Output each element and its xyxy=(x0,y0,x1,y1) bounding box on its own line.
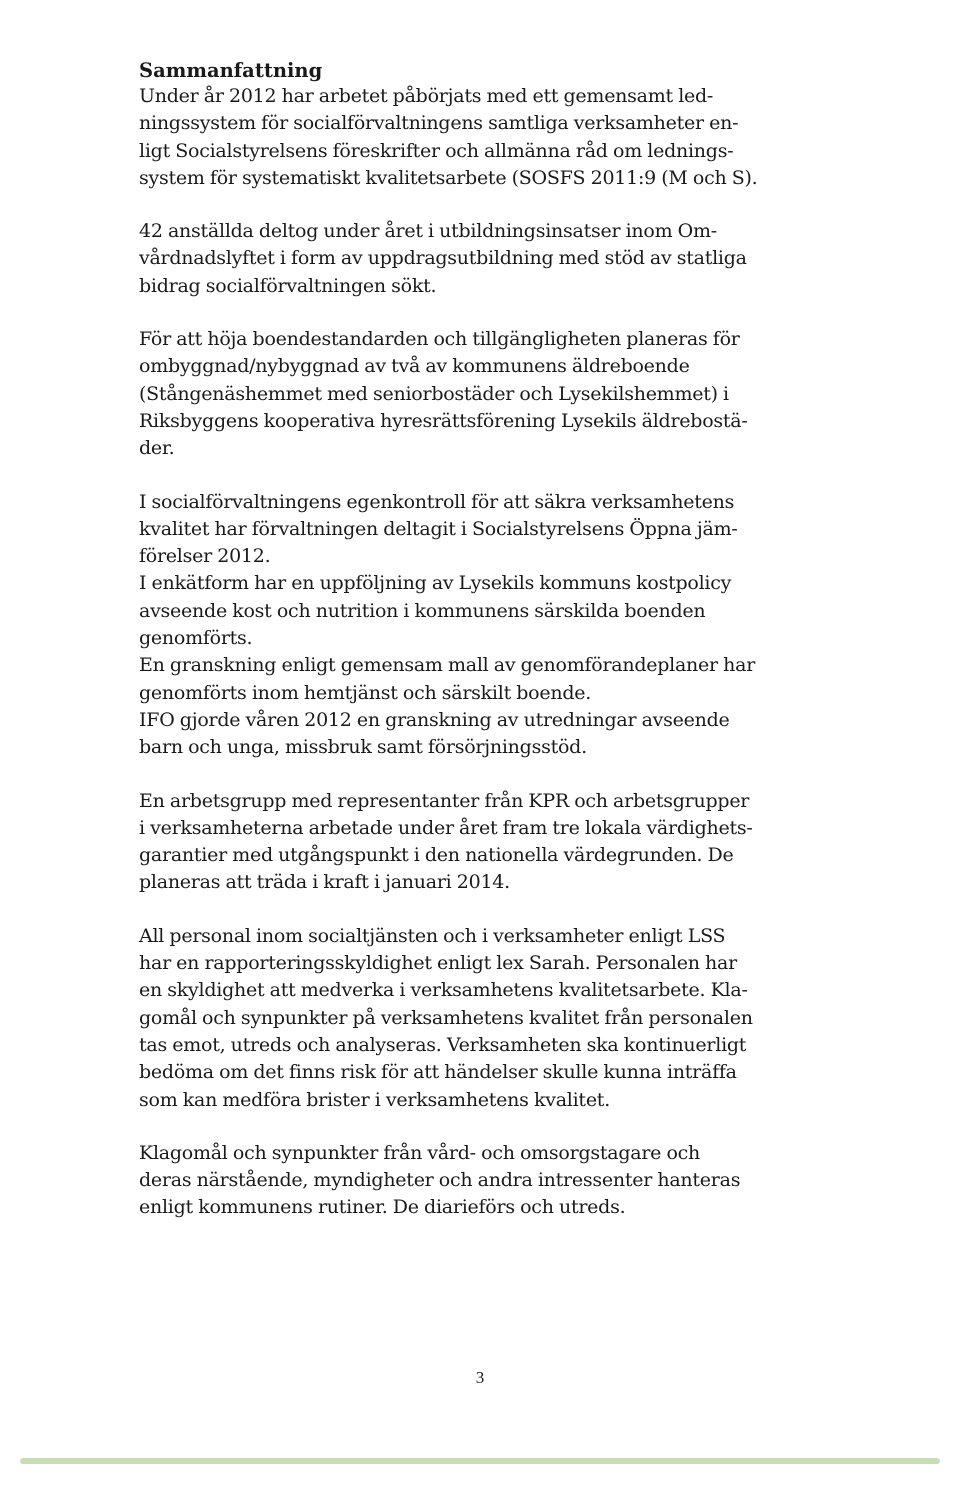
text-line: Klagomål och synpunkter från vård- och omsorgstagare och xyxy=(139,1141,701,1164)
paragraph-9 xyxy=(139,923,829,1114)
text-line: Riksbyggens kooperativa hyresrättsförening Lysekils äldrebostä- xyxy=(139,409,748,432)
text-line: har en rapporteringsskyldighet enligt lex Sarah. Personalen har xyxy=(139,952,737,975)
text-line: I socialförvaltningens egenkontroll för att säkra verksamhetens xyxy=(139,490,735,513)
page-number: 3 xyxy=(475,1368,485,1387)
text-line: som kan medföra brister i verksamhetens kvalitet. xyxy=(139,1088,610,1111)
paragraph-4 xyxy=(139,489,829,571)
text-line: gomål och synpunkter på verksamhetens kvalitet från personalen xyxy=(139,1006,753,1029)
text-line: ligt Socialstyrelsens föreskrifter och allmänna råd om lednings- xyxy=(139,139,734,162)
paragraph-6 xyxy=(139,652,829,707)
text-line: 42 anställda deltog under året i utbildningsinsatser inom Om- xyxy=(139,220,717,243)
text-line: enligt kommunens rutiner. De diarieförs och utreds. xyxy=(139,1196,626,1219)
text-line: barn och unga, missbruk samt försörjningsstöd. xyxy=(139,736,587,759)
text-line: bidrag socialförvaltningen sökt. xyxy=(139,274,437,297)
text-line: Under år 2012 har arbetet påbörjats med ett gemensamt led- xyxy=(139,85,714,107)
paragraph-8 xyxy=(139,788,829,897)
paragraph-7 xyxy=(139,707,829,762)
text-line: avseende kost och nutrition i kommunens särskilda boenden xyxy=(139,599,706,622)
text-line: der. xyxy=(139,437,175,460)
footer-rule xyxy=(20,1458,940,1464)
paragraph-2 xyxy=(139,218,829,300)
text-line: I enkätform har en uppföljning av Lysekils kommuns kostpolicy xyxy=(139,572,732,595)
paragraph-3 xyxy=(139,326,829,462)
document-page xyxy=(139,56,829,1222)
paragraph-1 xyxy=(139,83,829,192)
text-line: garantier med utgångspunkt i den nationella värdegrunden. De xyxy=(139,844,734,867)
text-line: ningssystem för socialförvaltningens samtliga verksamheter en- xyxy=(139,112,739,135)
text-line: vårdnadslyftet i form av uppdragsutbildning med stöd av statliga xyxy=(139,247,747,270)
text-line: planeras att träda i kraft i januari 2014. xyxy=(139,871,510,894)
text-line: förelser 2012. xyxy=(139,545,271,568)
section-heading: Sammanfattning xyxy=(139,59,323,82)
text-line: deras närstående, myndigheter och andra intressenter hanteras xyxy=(139,1169,741,1192)
text-line: (Stångenäshemmet med seniorbostäder och Lysekilshemmet) i xyxy=(139,382,729,405)
text-line: en skyldighet att medverka i verksamhetens kvalitetsarbete. Kla- xyxy=(139,979,748,1002)
text-line: En granskning enligt gemensam mall av genomförandeplaner har xyxy=(139,654,756,677)
text-line: system för systematiskt kvalitetsarbete (SOSFS 2011:9 (M och S). xyxy=(139,166,758,189)
text-line: IFO gjorde våren 2012 en granskning av utredningar avseende xyxy=(139,708,730,731)
text-line: För att höja boendestandarden och tillgängligheten planeras för xyxy=(139,328,740,351)
paragraph-10 xyxy=(139,1140,829,1222)
text-line: tas emot, utreds och analyseras. Verksamheten ska kontinuerligt xyxy=(139,1033,747,1056)
text-line: i verksamheterna arbetade under året fram tre lokala värdighets- xyxy=(139,816,753,839)
text-line: genomförts. xyxy=(139,627,253,650)
text-line: kvalitet har förvaltningen deltagit i Socialstyrelsens Öppna jäm- xyxy=(139,517,738,540)
text-line: All personal inom socialtjänsten och i verksamheter enligt LSS xyxy=(139,924,726,947)
text-line: genomförts inom hemtjänst och särskilt boende. xyxy=(139,681,592,704)
text-line: ombyggnad/nybyggnad av två av kommunens äldreboende xyxy=(139,355,690,378)
text-line: bedöma om det finns risk för att händelser skulle kunna inträffa xyxy=(139,1061,737,1084)
paragraph-5 xyxy=(139,570,829,652)
text-line: En arbetsgrupp med representanter från KPR och arbetsgrupper xyxy=(139,789,750,812)
